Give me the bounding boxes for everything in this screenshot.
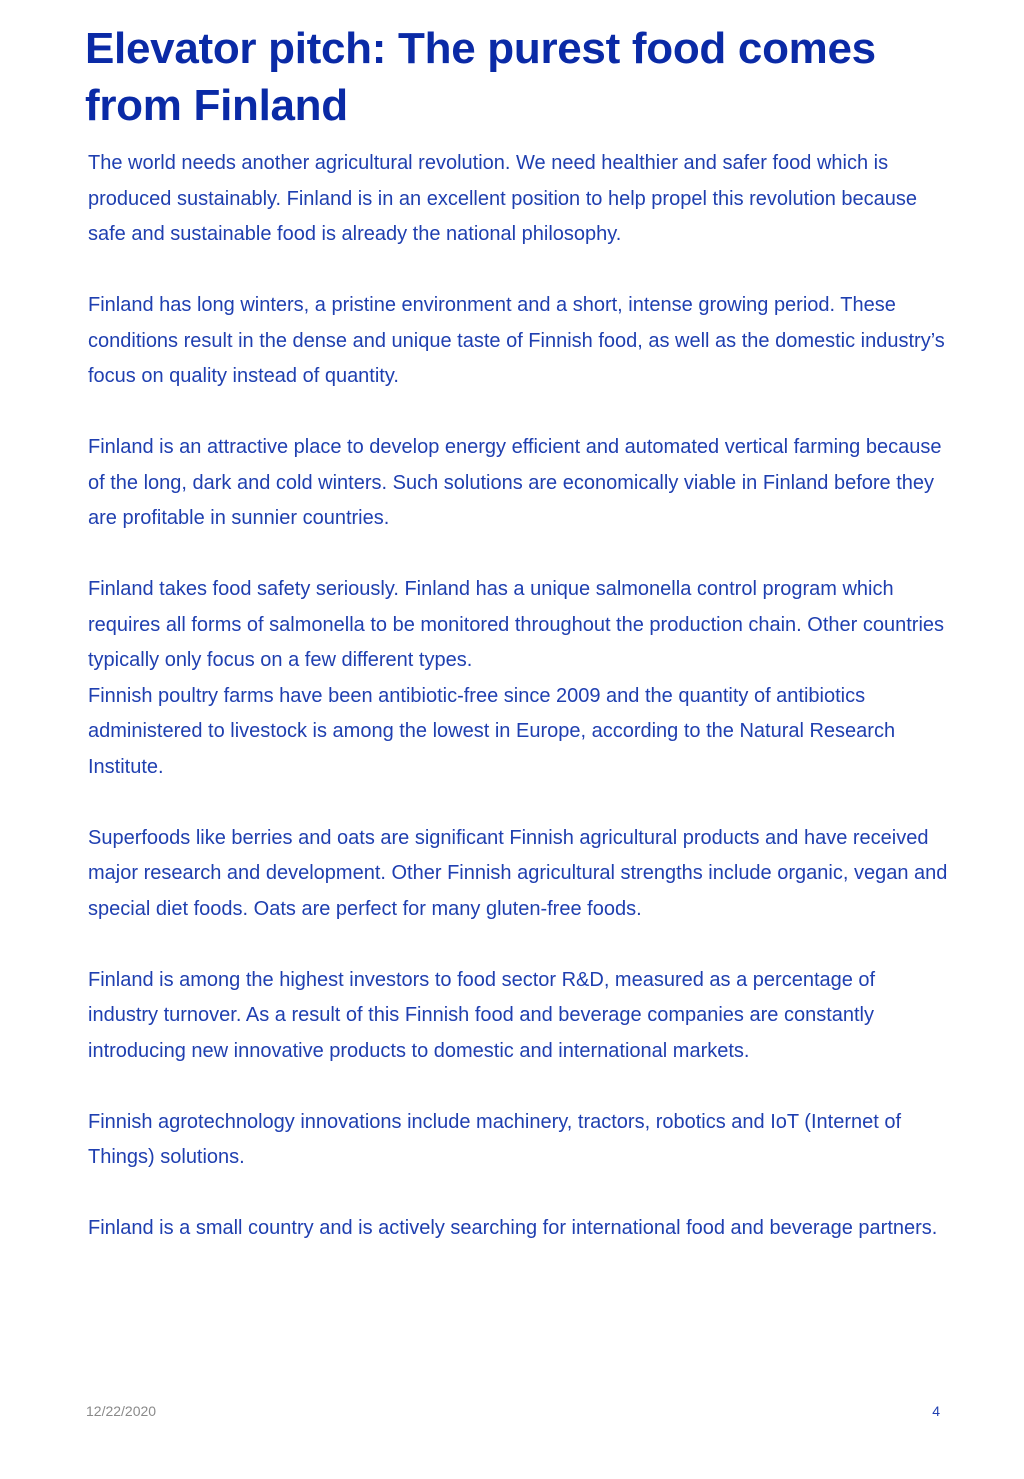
page-title: Elevator pitch: The purest food comes from Finland (85, 24, 876, 130)
paragraph-agrotechnology: Finnish agrotechnology innovations include machinery, tractors, robotics and IoT (Internet of Things) solutions. (88, 1110, 902, 1168)
paragraph-revolution: The world needs another agricultural revolution. We need healthier and safer food which is produced sustainably. Finland is in an excellent position to help propel this revolution because safe and sustainable food is already the national philosophy. (88, 152, 918, 245)
paragraph-antibiotics: Finnish poultry farms have been antibiotic-free since 2009 and the quantity of antibiotics administered to livestock is among the lowest in Europe, according to the Natural Research Institute. (88, 684, 896, 778)
paragraph-research-development: Finland is among the highest investors to food sector R&D, measured as a percentage of industry turnover. As a result of this Finnish food and beverage companies are constantly introducing new innovative products to domestic and international markets. (88, 968, 876, 1062)
footer-page-number: 4 (932, 1403, 940, 1419)
paragraph-food-safety: Finland takes food safety seriously. Finland has a unique salmonella control program which requires all forms of salmonella to be monitored throughout the production chain. Other countries typically only focus on a few different types. (88, 578, 945, 671)
article-body (88, 146, 948, 1247)
footer-date: 12/22/2020 (86, 1403, 157, 1419)
paragraph-superfoods: Superfoods like berries and oats are significant Finnish agricultural products and have received major research and development. Other Finnish agricultural strengths include organic, vegan and special diet foods. Oats are perfect for many gluten-free foods. (88, 826, 948, 920)
paragraph-climate: Finland has long winters, a pristine environment and a short, intense growing period. These conditions result in the dense and unique taste of Finnish food, as well as the domestic industry’s focus on quality instead of quantity. (88, 294, 945, 387)
paragraph-partners: Finland is a small country and is actively searching for international food and beverage partners. (88, 1217, 938, 1239)
paragraph-vertical-farming: Finland is an attractive place to develop energy efficient and automated vertical farming because of the long, dark and cold winters. Such solutions are economically viable in Finland before they are profitable in sunnier countries. (88, 436, 942, 529)
